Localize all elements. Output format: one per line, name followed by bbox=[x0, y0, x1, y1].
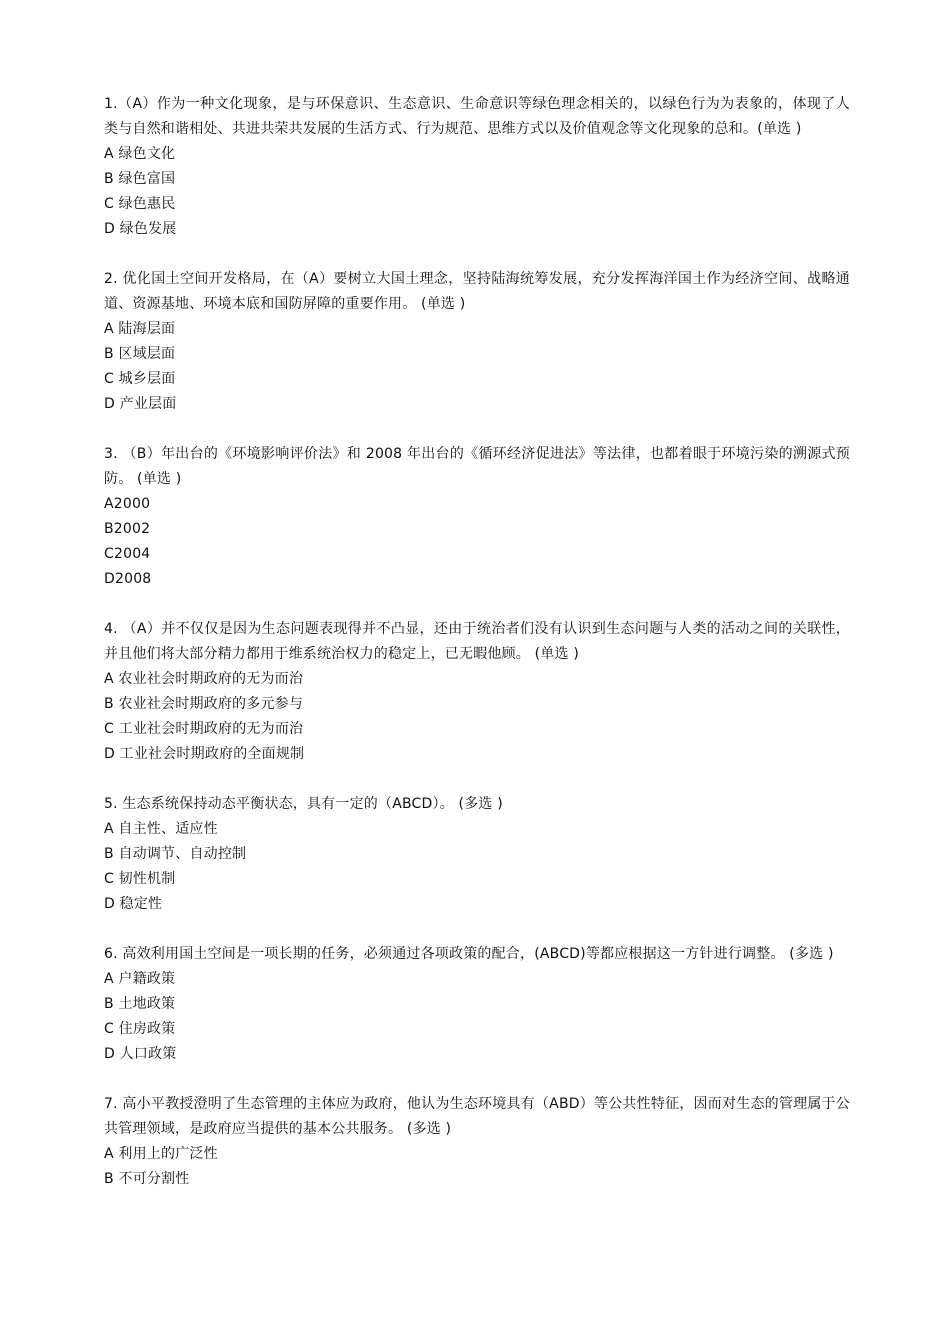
question-4 bbox=[104, 617, 850, 767]
spacer bbox=[104, 592, 850, 617]
option-b: B2002 bbox=[104, 521, 151, 537]
document-page bbox=[104, 92, 850, 1192]
option-c: C2004 bbox=[104, 546, 151, 562]
question-text: 3. （B）年出台的《环境影响评价法》和 2008 年出台的《循环经济促进法》等法律，也都着眼于环境污染的溯源式预防。 (单选 ) bbox=[104, 446, 850, 487]
question-text: 7. 高小平教授澄明了生态管理的主体应为政府，他认为生态环境具有（ABD）等公共性特征，因而对生态的管理属于公共管理领域，是政府应当提供的基本公共服务。 (多选 ) bbox=[104, 1096, 850, 1137]
option-b: B 不可分割性 bbox=[104, 1171, 190, 1187]
option-d: D2008 bbox=[104, 571, 152, 587]
option-d: D 绿色发展 bbox=[104, 221, 177, 237]
spacer bbox=[104, 242, 850, 267]
question-text: 6. 高效利用国土空间是一项长期的任务，必须通过各项政策的配合，(ABCD)等都应根据这一方针进行调整。 (多选 ) bbox=[104, 946, 834, 962]
option-b: B 绿色富国 bbox=[104, 171, 176, 187]
question-6 bbox=[104, 942, 850, 1067]
question-5 bbox=[104, 792, 850, 917]
question-7 bbox=[104, 1092, 850, 1192]
option-a: A 利用上的广泛性 bbox=[104, 1146, 218, 1162]
option-a: A 户籍政策 bbox=[104, 971, 176, 987]
spacer bbox=[104, 767, 850, 792]
option-b: B 土地政策 bbox=[104, 996, 176, 1012]
option-d: D 人口政策 bbox=[104, 1046, 177, 1062]
question-3 bbox=[104, 442, 850, 592]
option-c: C 绿色惠民 bbox=[104, 196, 176, 212]
spacer bbox=[104, 917, 850, 942]
option-b: B 自动调节、自动控制 bbox=[104, 846, 247, 862]
option-a: A 自主性、适应性 bbox=[104, 821, 218, 837]
option-d: D 产业层面 bbox=[104, 396, 177, 412]
question-2 bbox=[104, 267, 850, 417]
question-text: 2. 优化国土空间开发格局，在（A）要树立大国土理念，坚持陆海统筹发展，充分发挥海洋国土作为经济空间、战略通道、资源基地、环境本底和国防屏障的重要作用。 (单选 ) bbox=[104, 271, 850, 312]
option-a: A 陆海层面 bbox=[104, 321, 176, 337]
question-text: 4. （A）并不仅仅是因为生态问题表现得并不凸显，还由于统治者们没有认识到生态问题与人类的活动之间的关联性，并且他们将大部分精力都用于维系统治权力的稳定上，已无暇他顾。 (单选 ) bbox=[104, 621, 850, 662]
option-c: C 住房政策 bbox=[104, 1021, 176, 1037]
option-b: B 农业社会时期政府的多元参与 bbox=[104, 696, 304, 712]
option-d: D 稳定性 bbox=[104, 896, 163, 912]
option-c: C 工业社会时期政府的无为而治 bbox=[104, 721, 304, 737]
option-c: C 城乡层面 bbox=[104, 371, 176, 387]
option-d: D 工业社会时期政府的全面规制 bbox=[104, 746, 305, 762]
option-a: A 绿色文化 bbox=[104, 146, 176, 162]
option-a: A 农业社会时期政府的无为而治 bbox=[104, 671, 304, 687]
spacer bbox=[104, 417, 850, 442]
option-a: A2000 bbox=[104, 496, 151, 512]
question-1 bbox=[104, 92, 850, 242]
spacer bbox=[104, 1067, 850, 1092]
question-text: 1.（A）作为一种文化现象，是与环保意识、生态意识、生命意识等绿色理念相关的，以绿色行为为表象的，体现了人类与自然和谐相处、共进共荣共发展的生活方式、行为规范、思维方式以及价值观念等文化现象的总和。(单选 ) bbox=[104, 96, 850, 137]
option-c: C 韧性机制 bbox=[104, 871, 176, 887]
option-b: B 区域层面 bbox=[104, 346, 176, 362]
question-text: 5. 生态系统保持动态平衡状态，具有一定的（ABCD）。 (多选 ) bbox=[104, 796, 503, 812]
